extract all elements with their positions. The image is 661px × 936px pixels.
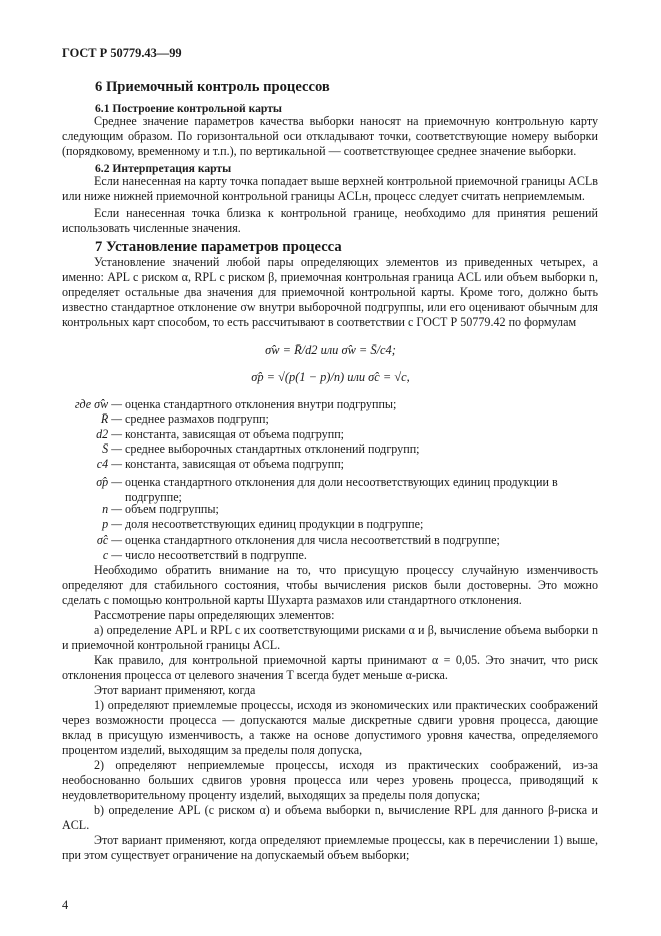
definition-text: оценка стандартного отклонения внутри подгруппы; (125, 397, 397, 411)
paragraph-text: Среднее значение параметров качества выборки наносят на приемочную контрольную карту следующим образом. По горизонтальной оси откладывают точки, соответствующие номеру выборки (порядковому, временному и т.п.), по вертикальной — соответствующее среднее значение выборки. (62, 114, 598, 159)
paragraph (62, 608, 598, 623)
definition-item (62, 475, 598, 505)
formula-sigma-w: σ̂w = R̄/d2 или σ̂w = S̄/c4; (265, 343, 396, 357)
paragraph-text: 2) определяют неприемлемые процессы, исходя из практических соображений, из-за необоснованно больших сдвигов уровня процесса или через уровень процесса, приводящий к неудовлетворительному проценту изделий, выходящих за пределы поля допуска; (62, 758, 598, 803)
paragraph-text: Если нанесенная на карту точка попадает выше верхней контрольной приемочной границы ACLв или ниже нижней приемочной контрольной границы ACLн, процесс следует считать неприемлемым. (62, 174, 599, 204)
paragraph (62, 803, 598, 833)
definition-item (62, 502, 598, 517)
definition-symbol: d2 — (96, 427, 122, 441)
definition-symbol: c — (102, 548, 122, 562)
definition-symbol: c4 — (96, 457, 122, 471)
paragraph-text: a) определение APL и RPL с их соответствующими рисками α и β, вычисление объема выборки n и приемочной контрольной границы ACL. (62, 623, 598, 653)
definition-symbol: σ̂p — (96, 475, 122, 489)
paragraph-text: Этот вариант применяют, когда определяют приемлемые процессы, как в перечислении 1) выше, при этом существует ограничение на допускаемый объем выборки; (62, 833, 598, 863)
paragraph-text: Необходимо обратить внимание на то, что присущую процессу случайную изменчивость определяют для стабильного состояния, чтобы вычисления рисков были достоверны. Это можно сделать с помощью контрольной карты Шухарта размахов или стандартного отклонения. (62, 563, 598, 608)
definition-item (62, 533, 598, 548)
definition-text: среднее выборочных стандартных отклонений подгрупп; (125, 442, 420, 456)
paragraph-text: Если нанесенная точка близка к контрольной границе, необходимо для принятия решений использовать численные значения. (62, 206, 598, 236)
definition-symbol: S̄ — (102, 442, 122, 456)
formula-sigma-p-c: σ̂p = √(p(1 − p)/n) или σ̂c = √c, (251, 370, 410, 384)
paragraph-text: 1) определяют приемлемые процессы, исходя из экономических или практических соображений через возможности процесса — допускаются малые дискретные сдвиги уровня процесса, дающие вклад в присущую изменчивость, а также на основе допустимого уровня качества, определяемого процентом изделий, выходящим за пределы поля допуска, (62, 698, 598, 758)
definition-symbol: R̄ — (100, 412, 122, 426)
definition-text: константа, зависящая от объема подгрупп; (125, 457, 345, 471)
definition-item (62, 442, 598, 457)
definition-text: оценка стандартного отклонения для доли несоответствующих единиц продукции в подгруппе; (125, 475, 558, 505)
paragraph-text: Рассмотрение пары определяющих элементов: (94, 608, 335, 622)
definition-text: объем подгруппы; (125, 502, 219, 516)
paragraph (62, 623, 598, 653)
definition-symbol: n — (102, 502, 122, 516)
paragraph (62, 174, 598, 204)
paragraph (62, 255, 598, 330)
paragraph-text: Установление значений любой пары определяющих элементов из приведенных четырех, а именно: APL с риском α, RPL с риском β, приемочная контрольная граница ACL или объем выборки n, определяет остальные два значения для приемочной контрольной карты. Кроме того, должно быть известно стандартное отклонение σw внутри выборочной подгруппы, или его оценивают обычным для контрольных карт способом, то есть рассчитывают в соответствии с ГОСТ Р 50779.42 по формулам (62, 255, 598, 330)
definition-symbol: где σ̂w — (74, 397, 122, 411)
definition-text: константа, зависящая от объема подгрупп; (125, 427, 345, 441)
paragraph (62, 114, 598, 159)
paragraph (62, 563, 598, 608)
subsection-6-2-title: 6.2 Интерпретация карты (95, 162, 232, 175)
page-number: 4 (62, 898, 69, 912)
paragraph (62, 833, 598, 863)
definition-text: оценка стандартного отклонения для числа несоответствий в подгруппе; (125, 533, 500, 547)
definition-item (62, 427, 598, 442)
definition-item (62, 412, 598, 427)
definition-text: число несоответствий в подгруппе. (125, 548, 307, 562)
standard-code-header: ГОСТ Р 50779.43—99 (62, 46, 182, 60)
definition-text: доля несоответствующих единиц продукции в подгруппе; (125, 517, 424, 531)
section-6-title: 6 Приемочный контроль процессов (95, 79, 330, 95)
definition-text: среднее размахов подгрупп; (125, 412, 269, 426)
paragraph (62, 683, 598, 698)
section-7-title: 7 Установление параметров процесса (95, 239, 342, 255)
definition-item (62, 548, 598, 563)
definition-item (62, 517, 598, 532)
definition-symbol: p — (102, 517, 122, 531)
paragraph-text: Как правило, для контрольной приемочной карты принимают α = 0,05. Это значит, что риск отклонения процесса от целевого значения T всегда будет меньше α-риска. (62, 653, 598, 683)
subsection-6-1-title: 6.1 Построение контрольной карты (95, 102, 282, 115)
paragraph (62, 206, 598, 236)
paragraph (62, 758, 598, 803)
definition-item (62, 457, 598, 472)
paragraph (62, 698, 598, 758)
definition-item (62, 397, 598, 412)
paragraph-text: b) определение APL (с риском α) и объема выборки n, вычисление RPL для данного β-риска и ACL. (62, 803, 598, 833)
paragraph (62, 653, 598, 683)
paragraph-text: Этот вариант применяют, когда (94, 683, 256, 697)
definition-symbol: σ̂c — (96, 533, 122, 547)
